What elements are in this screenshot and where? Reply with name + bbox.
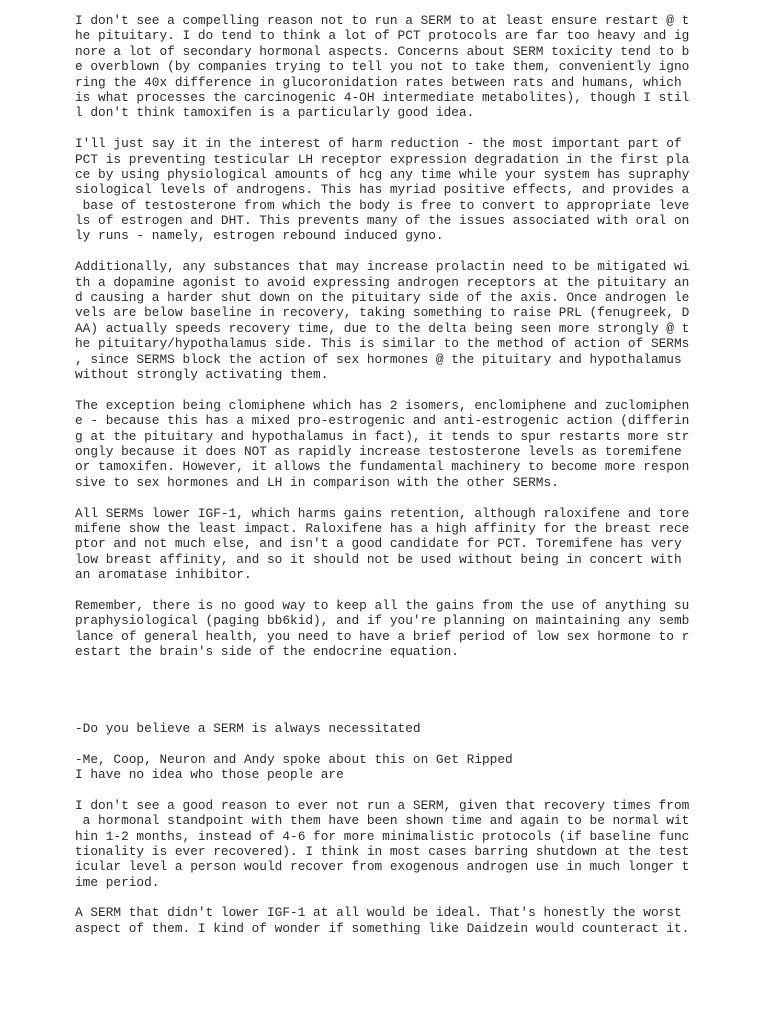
- text-line: a hormonal standpoint with them have been shown time and again to be normal wit: [75, 813, 690, 829]
- qa-paragraph: [75, 798, 695, 890]
- qa-paragraph: [75, 752, 695, 783]
- text-line: ptor and not much else, and isn't a good candidate for PCT. Toremifene has very: [75, 536, 682, 552]
- text-line: The exception being clomiphene which has 2 isomers, enclomiphene and zuclomiphen: [75, 397, 690, 413]
- paragraph: [75, 598, 695, 660]
- text-line: th a dopamine agonist to avoid expressing androgen receptors at the pituitary an: [75, 274, 690, 290]
- text-line: nore a lot of secondary hormonal aspects. Concerns about SERM toxicity tend to b: [75, 43, 690, 59]
- text-line: without strongly activating them.: [75, 366, 329, 382]
- section-spacer: [75, 675, 695, 721]
- text-line: ring the 40x difference in glucoronidation rates between rats and humans, which: [75, 74, 682, 90]
- text-line: ime period.: [75, 874, 160, 890]
- text-line: ly runs - namely, estrogen rebound induced gyno.: [75, 228, 444, 244]
- text-line: mifene show the least impact. Raloxifene has a high affinity for the breast rece: [75, 520, 690, 536]
- paragraph: [75, 506, 695, 583]
- text-line: an aromatase inhibitor.: [75, 567, 252, 583]
- qa-section: [75, 721, 695, 936]
- text-line: base of testosterone from which the body is free to convert to appropriate leve: [75, 197, 690, 213]
- text-line: ongly because it does NOT as rapidly increase testosterone levels as toremifene: [75, 443, 682, 459]
- text-line: A SERM that didn't lower IGF-1 at all would be ideal. That's honestly the worst: [75, 905, 682, 921]
- text-line: praphysiological (paging bb6kid), and if you're planning on maintaining any semb: [75, 613, 690, 629]
- text-line: hin 1-2 months, instead of 4-6 for more minimalistic protocols (if baseline func: [75, 828, 690, 844]
- text-line: , since SERMS block the action of sex hormones @ the pituitary and hypothalamus: [75, 351, 682, 367]
- qa-paragraph: [75, 721, 695, 736]
- text-line: e - because this has a mixed pro-estrogenic and anti-estrogenic action (differin: [75, 413, 690, 429]
- text-line: -Do you believe a SERM is always necessitated: [75, 720, 421, 736]
- text-line: vels are below baseline in recovery, taking something to raise PRL (fenugreek, D: [75, 305, 690, 321]
- text-line: aspect of them. I kind of wonder if something like Daidzein would counteract it.: [75, 920, 690, 936]
- text-line: is what processes the carcinogenic 4-OH intermediate metabolites), though I stil: [75, 89, 690, 105]
- text-line: d causing a harder shut down on the pituitary side of the axis. Once androgen le: [75, 290, 690, 306]
- text-line: I don't see a good reason to ever not run a SERM, given that recovery times from: [75, 797, 690, 813]
- text-line: siological levels of androgens. This has myriad positive effects, and provides a: [75, 182, 690, 198]
- main-section: [75, 13, 695, 659]
- text-line: he pituitary. I do tend to think a lot of PCT protocols are far too heavy and ig: [75, 28, 690, 44]
- text-line: I don't see a compelling reason not to run a SERM to at least ensure restart @ t: [75, 13, 690, 28]
- text-line: e overblown (by companies trying to tell you not to take them, conveniently igno: [75, 59, 690, 75]
- text-line: PCT is preventing testicular LH receptor expression degradation in the first pla: [75, 151, 690, 167]
- text-line: lance of general health, you need to have a brief period of low sex hormone to r: [75, 628, 690, 644]
- text-line: tionality is ever recovered). I think in most cases barring shutdown at the test: [75, 843, 690, 859]
- text-line: -Me, Coop, Neuron and Andy spoke about this on Get Ripped: [75, 751, 513, 767]
- text-line: l don't think tamoxifen is a particularly good idea.: [75, 105, 475, 121]
- text-line: icular level a person would recover from exogenous androgen use in much longer t: [75, 859, 690, 875]
- text-line: I'll just say it in the interest of harm reduction - the most important part of: [75, 136, 682, 152]
- text-line: g at the pituitary and hypothalamus in fact), it tends to spur restarts more str: [75, 428, 690, 444]
- document-page: [75, 13, 695, 952]
- text-line: ls of estrogen and DHT. This prevents many of the issues associated with oral on: [75, 213, 690, 229]
- text-line: sive to sex hormones and LH in comparison with the other SERMs.: [75, 474, 559, 490]
- text-line: low breast affinity, and so it should not be used without being in concert with: [75, 551, 682, 567]
- text-line: Additionally, any substances that may increase prolactin need to be mitigated wi: [75, 259, 690, 275]
- text-line: estart the brain's side of the endocrine equation.: [75, 644, 459, 660]
- paragraph: [75, 13, 695, 121]
- text-line: All SERMs lower IGF-1, which harms gains retention, although raloxifene and tore: [75, 505, 690, 521]
- text-line: he pituitary/hypothalamus side. This is similar to the method of action of SERMs: [75, 336, 690, 352]
- text-line: or tamoxifen. However, it allows the fundamental machinery to become more respon: [75, 459, 690, 475]
- paragraph: [75, 259, 695, 382]
- paragraph: [75, 136, 695, 244]
- paragraph: [75, 398, 695, 490]
- qa-paragraph: [75, 905, 695, 936]
- text-line: Remember, there is no good way to keep all the gains from the use of anything su: [75, 597, 690, 613]
- text-line: AA) actually speeds recovery time, due to the delta being seen more strongly @ t: [75, 320, 690, 336]
- text-line: ce by using physiological amounts of hcg any time while your system has supraphy: [75, 166, 690, 182]
- text-line: I have no idea who those people are: [75, 766, 344, 782]
